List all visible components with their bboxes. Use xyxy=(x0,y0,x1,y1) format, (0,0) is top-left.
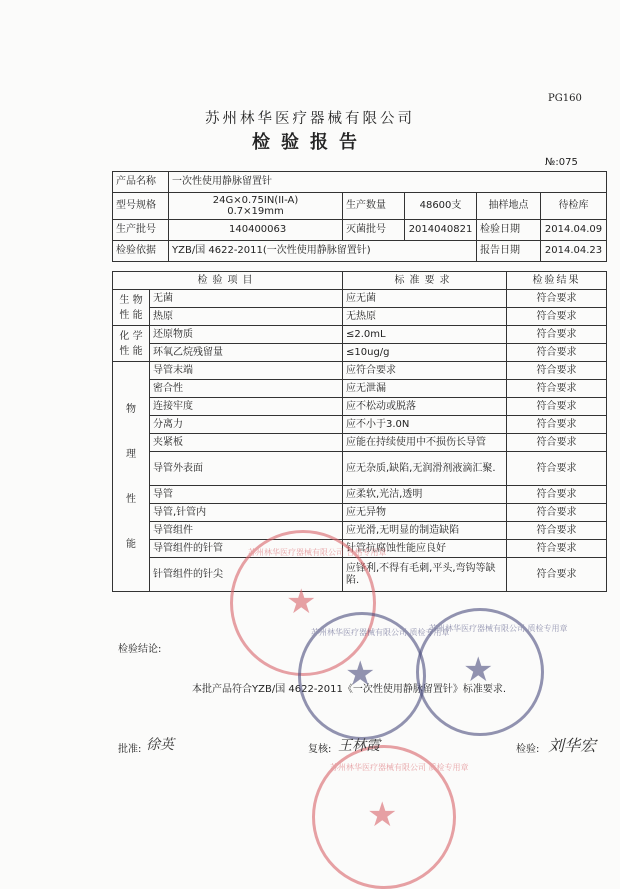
result-item: 导管,针管内 xyxy=(150,504,343,522)
result-item: 导管 xyxy=(150,486,343,504)
result-requirement: 无热原 xyxy=(343,308,507,326)
result-item: 连接牢度 xyxy=(150,398,343,416)
result-item: 导管外表面 xyxy=(150,452,343,486)
result-requirement: 应符合要求 xyxy=(343,362,507,380)
result-value: 符合要求 xyxy=(507,452,607,486)
document-code: PG160 xyxy=(548,93,582,104)
stamp-star-icon: ★ xyxy=(463,650,494,690)
result-requirement: 应无杂质,缺陷,无润滑剂液滴汇聚. xyxy=(343,452,507,486)
result-row xyxy=(113,326,607,344)
model-line-1: 24G×0.75IN(II-A) xyxy=(212,195,299,206)
result-row xyxy=(113,504,607,522)
col-item-header: 检验项目 xyxy=(113,272,343,290)
results-header-row xyxy=(113,272,607,290)
stamp-star-icon: ★ xyxy=(367,795,398,835)
inspection-date-label: 检验日期 xyxy=(477,220,541,241)
result-row xyxy=(113,434,607,452)
result-requirement: 应光滑,无明显的制造缺陷 xyxy=(343,522,507,540)
result-requirement: 应柔软,光洁,透明 xyxy=(343,486,507,504)
sterile-batch-value: 2014040821 xyxy=(405,220,477,241)
result-item: 针管组件的针尖 xyxy=(150,558,343,592)
result-row xyxy=(113,344,607,362)
stamp-1-text: 苏州林华医疗器械有限公司 合格专用章 xyxy=(248,548,387,557)
result-row xyxy=(113,362,607,380)
result-requirement: 应无异物 xyxy=(343,504,507,522)
stamp-star-icon: ★ xyxy=(286,582,317,622)
approve-label: 批准: xyxy=(118,744,142,755)
basis-row xyxy=(113,241,607,262)
result-value: 符合要求 xyxy=(507,522,607,540)
product-info-table xyxy=(112,171,607,262)
result-requirement: 应不小于3.0N xyxy=(343,416,507,434)
model-label: 型号规格 xyxy=(113,193,169,220)
physical-category-label: 物 理 性 能 xyxy=(113,362,150,592)
quality-stamp-2 xyxy=(298,612,450,740)
result-value: 符合要求 xyxy=(507,558,607,592)
inspection-results-table xyxy=(112,271,607,592)
report-date-value: 2014.04.23 xyxy=(541,241,607,262)
report-date-label: 报告日期 xyxy=(477,241,541,262)
result-row xyxy=(113,416,607,434)
result-value: 符合要求 xyxy=(507,416,607,434)
report-number: №:075 xyxy=(545,157,578,168)
result-value: 符合要求 xyxy=(507,290,607,308)
result-value: 符合要求 xyxy=(507,434,607,452)
result-value: 符合要求 xyxy=(507,308,607,326)
result-row xyxy=(113,452,607,486)
inspect-signature: 刘华宏 xyxy=(548,736,597,755)
chemical-section xyxy=(113,326,607,362)
stamp-2-text: 苏州林华医疗器械有限公司 质检专用章 xyxy=(311,628,450,637)
result-requirement: 应能在持续使用中不损伤长导管 xyxy=(343,434,507,452)
inspect-label: 检验: xyxy=(516,744,540,755)
approve-signature: 徐英 xyxy=(146,737,174,753)
result-item: 夹紧板 xyxy=(150,434,343,452)
biological-section xyxy=(113,290,607,326)
biological-category-label: 生 物 性 能 xyxy=(113,290,150,326)
sample-location-label: 抽样地点 xyxy=(477,193,541,220)
sample-location-value: 待检库 xyxy=(541,193,607,220)
sterile-batch-label: 灭菌批号 xyxy=(343,220,405,241)
result-value: 符合要求 xyxy=(507,504,607,522)
result-item: 导管组件 xyxy=(150,522,343,540)
result-value: 符合要求 xyxy=(507,380,607,398)
result-value: 符合要求 xyxy=(507,486,607,504)
result-row xyxy=(113,486,607,504)
company-name: 苏州林华医疗器械有限公司 xyxy=(205,111,415,127)
batch-row xyxy=(113,220,607,241)
conclusion-label: 检验结论: xyxy=(118,644,162,655)
product-name-label: 产品名称 xyxy=(113,172,169,193)
model-row xyxy=(113,193,607,220)
result-value: 符合要求 xyxy=(507,398,607,416)
result-item: 还原物质 xyxy=(150,326,343,344)
result-requirement: 应无泄漏 xyxy=(343,380,507,398)
quantity-label: 生产数量 xyxy=(343,193,405,220)
review-label: 复核: xyxy=(308,744,332,755)
result-requirement: 应无菌 xyxy=(343,290,507,308)
result-row xyxy=(113,308,607,326)
result-row xyxy=(113,398,607,416)
stamp-3-text: 苏州林华医疗器械有限公司 质检专用章 xyxy=(429,624,568,633)
result-value: 符合要求 xyxy=(507,326,607,344)
result-item: 密合性 xyxy=(150,380,343,398)
result-item: 无菌 xyxy=(150,290,343,308)
stamp-4-text: 苏州林华医疗器械有限公司 质检专用章 xyxy=(330,763,469,772)
result-value: 符合要求 xyxy=(507,344,607,362)
result-row xyxy=(113,290,607,308)
result-item: 导管组件的针管 xyxy=(150,540,343,558)
result-requirement: ≤2.0mL xyxy=(343,326,507,344)
model-line-2: 0.7×19mm xyxy=(227,206,284,217)
result-row xyxy=(113,380,607,398)
quantity-value: 48600支 xyxy=(405,193,477,220)
result-item: 环氧乙烷残留量 xyxy=(150,344,343,362)
col-result-header: 检验结果 xyxy=(507,272,607,290)
report-title: 检验报告 xyxy=(252,132,368,153)
col-requirement-header: 标准要求 xyxy=(343,272,507,290)
review-signature: 王林霞 xyxy=(338,738,380,754)
chemical-category-label: 化 学 性 能 xyxy=(113,326,150,362)
inspection-date-value: 2014.04.09 xyxy=(541,220,607,241)
result-item: 导管末端 xyxy=(150,362,343,380)
basis-value: YZB/国 4622-2011(一次性使用静脉留置针) xyxy=(169,241,477,262)
basis-label: 检验依据 xyxy=(113,241,169,262)
result-value: 符合要求 xyxy=(507,540,607,558)
model-value xyxy=(169,193,343,220)
quality-stamp-4 xyxy=(312,745,469,889)
result-row xyxy=(113,522,607,540)
stamp-star-icon: ★ xyxy=(345,654,376,694)
result-requirement: 应不松动或脱落 xyxy=(343,398,507,416)
result-requirement: 针管抗腐蚀性能应良好 xyxy=(343,540,507,558)
conclusion-text: 本批产品符合YZB/国 4622-2011《一次性使用静脉留置针》标准要求. xyxy=(192,684,507,695)
product-name-value: 一次性使用静脉留置针 xyxy=(169,172,607,193)
result-value: 符合要求 xyxy=(507,362,607,380)
result-requirement: ≤10ug/g xyxy=(343,344,507,362)
result-requirement: 应锋利,不得有毛刺,平头,弯钩等缺陷. xyxy=(343,558,507,592)
batch-label: 生产批号 xyxy=(113,220,169,241)
batch-value: 140400063 xyxy=(169,220,343,241)
quality-stamp-3 xyxy=(416,608,568,736)
product-name-row xyxy=(113,172,607,193)
result-item: 分离力 xyxy=(150,416,343,434)
result-item: 热原 xyxy=(150,308,343,326)
